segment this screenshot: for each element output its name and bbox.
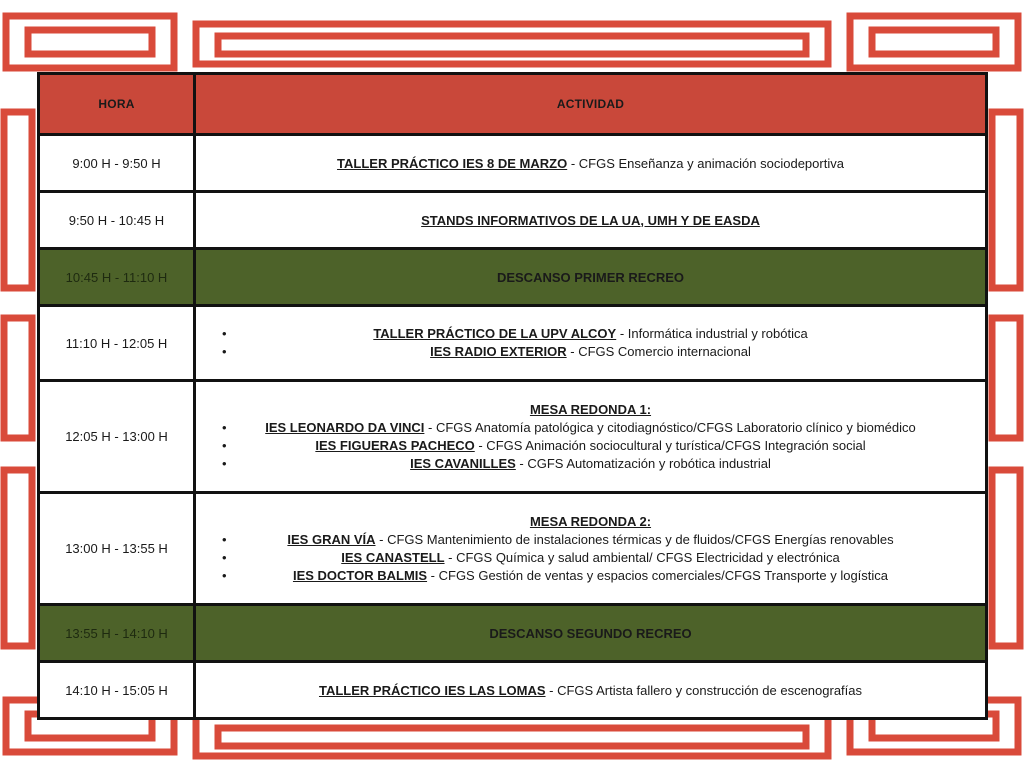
list-item xyxy=(202,325,979,343)
list-item xyxy=(202,455,979,473)
time-cell: 9:50 H - 10:45 H xyxy=(39,192,195,249)
activity-title: IES LEONARDO DA VINCI xyxy=(265,419,425,435)
activity-title: IES DOCTOR BALMIS xyxy=(292,567,428,583)
bullet-icon: • xyxy=(222,549,227,565)
bullet-icon: • xyxy=(222,437,227,453)
round-table-heading: MESA REDONDA 2: xyxy=(529,513,652,529)
time-cell: 12:05 H - 13:00 H xyxy=(39,381,195,493)
activity-detail: - Informática industrial y robótica xyxy=(616,326,808,341)
bullet-icon: • xyxy=(222,344,227,359)
break-row xyxy=(39,605,987,662)
schedule-table xyxy=(37,72,988,720)
list-item xyxy=(202,437,979,455)
header-hora: HORA xyxy=(39,74,195,135)
activity-title: TALLER PRÁCTICO IES 8 DE MARZO xyxy=(337,155,568,171)
activity-cell xyxy=(195,662,987,719)
time-cell: 9:00 H - 9:50 H xyxy=(39,135,195,192)
activity-detail: - CFGS Química y salud ambiental/ CFGS Electricidad y electrónica xyxy=(444,549,840,565)
activity-title: IES GRAN VÍA xyxy=(287,531,376,547)
bullet-icon: • xyxy=(222,567,227,583)
activity-cell xyxy=(195,192,987,249)
activity-title: IES RADIO EXTERIOR xyxy=(430,344,567,359)
activity-cell xyxy=(195,493,987,605)
time-cell: 11:10 H - 12:05 H xyxy=(39,306,195,381)
activity-cell xyxy=(195,306,987,381)
activity-detail: - CFGS Enseñanza y animación sociodeportiva xyxy=(567,155,844,171)
time-cell: 10:45 H - 11:10 H xyxy=(39,249,195,306)
break-label: DESCANSO SEGUNDO RECREO xyxy=(489,625,692,641)
activity-detail: - CFGS Animación sociocultural y turística/CFGS Integración social xyxy=(474,437,866,453)
list-item xyxy=(202,567,979,585)
bullet-icon: • xyxy=(222,419,227,435)
activity-detail: - CGFS Automatización y robótica industrial xyxy=(515,455,771,471)
activity-detail: - CFGS Mantenimiento de instalaciones térmicas y de fluidos/CFGS Energías renovables xyxy=(375,531,894,547)
activity-title: TALLER PRÁCTICO DE LA UPV ALCOY xyxy=(373,326,617,341)
activity-detail: - CFGS Artista fallero y construcción de escenografías xyxy=(545,682,862,698)
break-row xyxy=(39,249,987,306)
activity-detail: - CFGS Comercio internacional xyxy=(566,344,751,359)
activity-title: TALLER PRÁCTICO IES LAS LOMAS xyxy=(318,682,546,698)
table-row xyxy=(39,662,987,719)
activity-title: IES CANASTELL xyxy=(341,549,445,565)
header-row xyxy=(39,74,987,135)
break-cell xyxy=(195,249,987,306)
header-actividad: ACTIVIDAD xyxy=(195,74,987,135)
table-row xyxy=(39,135,987,192)
table-row xyxy=(39,493,987,605)
round-table-heading: MESA REDONDA 1: xyxy=(529,401,652,417)
table-row xyxy=(39,306,987,381)
activity-title: STANDS INFORMATIVOS DE LA UA, UMH Y DE EASDA xyxy=(421,212,760,228)
activity-detail: - CFGS Anatomía patológica y citodiagnóstico/CFGS Laboratorio clínico y biomédico xyxy=(424,419,916,435)
list-item xyxy=(202,531,979,549)
bullet-icon: • xyxy=(222,455,227,471)
activity-title: IES CAVANILLES xyxy=(410,455,516,471)
activity-cell xyxy=(195,135,987,192)
table-row xyxy=(39,192,987,249)
list-item xyxy=(202,549,979,567)
bullet-icon: • xyxy=(222,531,227,547)
break-label: DESCANSO PRIMER RECREO xyxy=(496,269,685,285)
activity-detail: - CFGS Gestión de ventas y espacios comerciales/CFGS Transporte y logística xyxy=(427,567,889,583)
list-item xyxy=(202,343,979,361)
break-cell xyxy=(195,605,987,662)
activity-title: IES FIGUERAS PACHECO xyxy=(315,437,475,453)
activity-cell xyxy=(195,381,987,493)
time-cell: 13:00 H - 13:55 H xyxy=(39,493,195,605)
list-item xyxy=(202,419,979,437)
time-cell: 13:55 H - 14:10 H xyxy=(39,605,195,662)
time-cell: 14:10 H - 15:05 H xyxy=(39,662,195,719)
bullet-icon: • xyxy=(222,326,227,341)
table-row xyxy=(39,381,987,493)
